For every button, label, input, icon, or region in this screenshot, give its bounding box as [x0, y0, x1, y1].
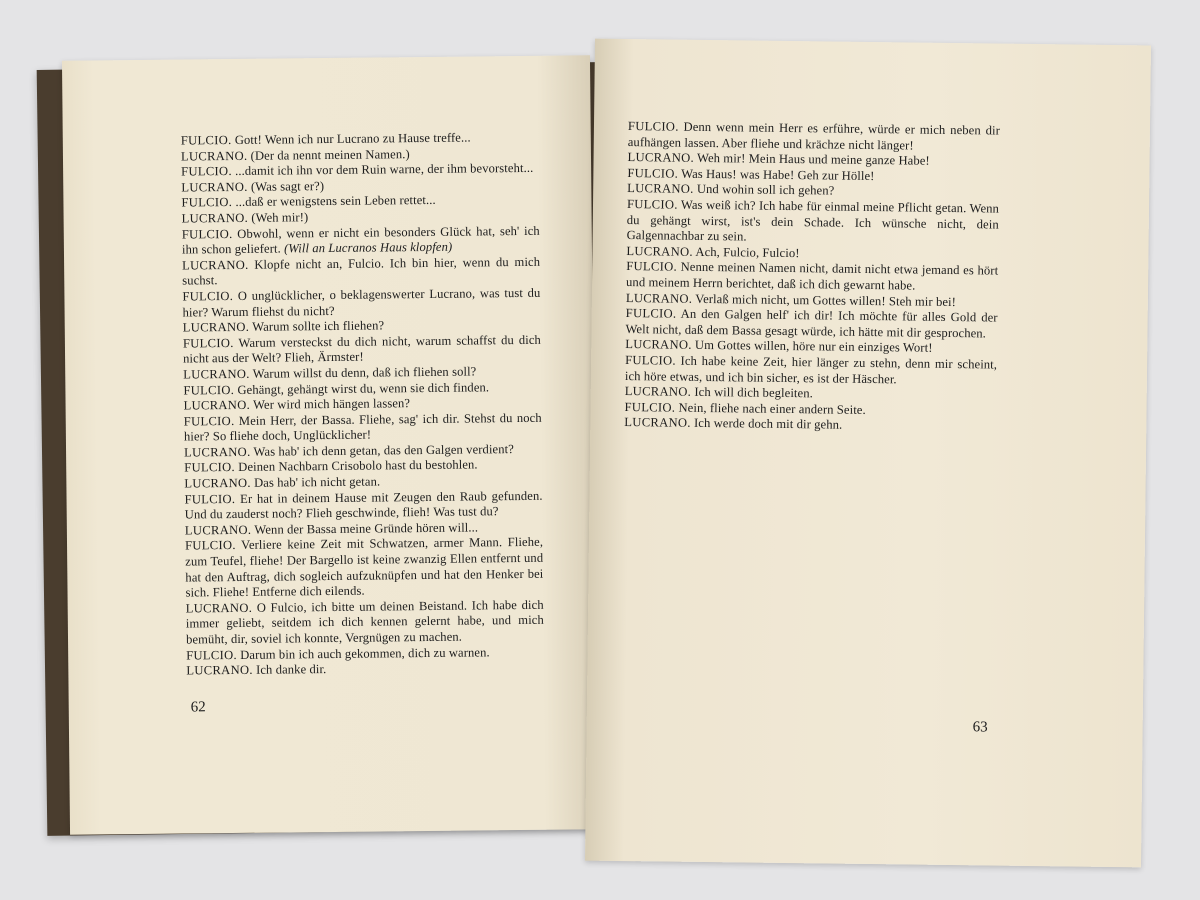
speaker-name: FULCIO. [184, 491, 236, 507]
dialogue-text: ...daß er wenigstens sein Leben rettet... [235, 193, 436, 210]
dialogue-line [626, 259, 998, 295]
dialogue-text: Ach, Fulcio, Fulcio! [695, 244, 800, 260]
dialogue-text: Warum sollte ich fliehen? [252, 318, 385, 334]
dialogue-text: Weh mir! Mein Haus und meine ganze Habe! [696, 151, 930, 168]
dialogue-text: Gehängt, gehängt wirst du, wenn sie dich finden. [237, 379, 490, 397]
speaker-name: LUCRANO. [181, 210, 249, 226]
dialogue-text: O Fulcio, ich bitte um deinen Beistand. Ich habe dich immer geliebt, seitdem ich dich kennen gelernt habe, und mich bemüht, dir, soviel ich konnte, Vergnügen zu machen. [185, 597, 544, 647]
dialogue-text: Das hab' ich nicht getan. [253, 474, 381, 490]
dialogue-line [184, 410, 542, 445]
right-page-text [624, 119, 1000, 435]
dialogue-text: Was Haus! was Habe! Geh zur Hölle! [681, 166, 875, 183]
speaker-name: FULCIO. [624, 399, 676, 415]
speaker-name: FULCIO. [181, 226, 233, 242]
dialogue-text: Deinen Nachbarn Crisobolo hast du bestohlen. [238, 457, 478, 475]
speaker-name: LUCRANO. [182, 257, 249, 273]
dialogue-line [182, 223, 540, 258]
speaker-name: LUCRANO. [184, 475, 251, 491]
dialogue-text: Darum bin ich auch gekommen, dich zu warnen. [240, 644, 490, 662]
speaker-name: FULCIO. [180, 133, 232, 148]
dialogue-text: Verlaß mich nicht, um Gottes willen! Steh mir bei! [695, 291, 957, 309]
dialogue-text: Wenn der Bassa meine Gründe hören will... [254, 520, 479, 537]
right-page-number: 63 [972, 719, 988, 736]
speaker-name: LUCRANO. [183, 366, 250, 382]
speaker-name: LUCRANO. [626, 243, 693, 259]
dialogue-line [625, 353, 997, 389]
right-page [585, 39, 1151, 868]
left-page-text [181, 130, 545, 680]
speaker-name: FULCIO. [184, 460, 236, 475]
speaker-name: FULCIO. [625, 352, 676, 368]
dialogue-text: Ich will dich begleiten. [694, 384, 813, 401]
dialogue-line [182, 255, 540, 290]
speaker-name: FULCIO. [181, 164, 232, 179]
dialogue-line [185, 535, 544, 601]
left-page-number: 62 [190, 699, 206, 716]
dialogue-line [186, 660, 544, 679]
dialogue-text: Verliere keine Zeit mit Schwatzen, armer Mann. Fliehe, zum Teufel, fliehe! Der Bargello ist keine zwanzig Ellen entfernt und hat den Auftrag, dich sogleich aufzuknüpfen und hat den Henker bei sich. Fliehe! Entferne dich eilends. [185, 535, 544, 600]
speaker-name: FULCIO. [625, 306, 677, 321]
speaker-name: LUCRANO. [186, 663, 253, 678]
dialogue-line [627, 197, 1000, 248]
dialogue-text: Warum willst du denn, daß ich fliehen soll? [252, 364, 477, 381]
speaker-name: FULCIO. [184, 538, 236, 553]
dialogue-text: Nein, fliehe nach einer andern Seite. [678, 400, 866, 417]
dialogue-text: Wer wird mich hängen lassen? [252, 396, 411, 412]
dialogue-text: Denn wenn mein Herr es erführe, würde er mich neben dir aufhängen lassen. Aber fliehe und krächze nicht länger! [627, 119, 1001, 153]
speaker-name: FULCIO. [626, 197, 678, 212]
speaker-name: LUCRANO. [185, 600, 253, 616]
dialogue-text: (Der da nennt meinen Namen.) [250, 146, 410, 163]
speaker-name: LUCRANO. [627, 181, 694, 197]
speaker-name: LUCRANO. [184, 522, 252, 538]
dialogue-text: Nenne meinen Namen nicht, damit nicht etwa jemand es hört und meinem Herrn berichtet, daß ich dich gewarnt habe. [625, 260, 999, 293]
speaker-name: FULCIO. [183, 413, 235, 429]
dialogue-text: Gott! Wenn ich nur Lucrano zu Hause treffe... [234, 130, 471, 147]
speaker-name: LUCRANO. [182, 319, 250, 335]
dialogue-text: Was hab' ich denn getan, das den Galgen verdient? [253, 441, 514, 459]
dialogue-text: (Was sagt er?) [250, 178, 325, 194]
dialogue-text: O unglücklicher, o beklagenswerter Lucrano, was tust du hier? Warum fliehst du nicht? [182, 285, 541, 320]
dialogue-text: Und wohin soll ich gehen? [696, 182, 835, 198]
speaker-name: LUCRANO. [183, 444, 251, 460]
dialogue-text: Um Gottes willen, höre nur ein einziges Wort! [694, 338, 933, 356]
speaker-name: LUCRANO. [180, 148, 248, 164]
dialogue-text: Ich danke dir. [255, 662, 327, 677]
speaker-name: FULCIO. [182, 288, 234, 304]
dialogue-text: Klopfe nicht an, Fulcio. Ich bin hier, wenn du mich suchst. [182, 254, 541, 288]
speaker-name: FULCIO. [626, 259, 678, 274]
dialogue-text: An den Galgen helf' ich dir! Ich möchte für alles Gold der Welt nicht, daß dem Bassa gesagt würde, ich hätte mit dir gesprochen. [625, 306, 998, 341]
dialogue-line [625, 306, 997, 342]
speaker-name: LUCRANO. [625, 290, 693, 306]
dialogue-text: Ich habe keine Zeit, hier länger zu stehn, denn mir scheint, ich höre etwas, und ich bin sicher, es ist der Häscher. [624, 353, 998, 386]
speaker-name: FULCIO. [182, 335, 234, 351]
speaker-name: FULCIO. [627, 119, 679, 134]
dialogue-line [182, 286, 540, 321]
speaker-name: FULCIO. [181, 195, 233, 210]
dialogue-text: (Weh mir!) [251, 210, 309, 225]
dialogue-line [624, 415, 996, 435]
stage-direction: (Will an Lucranos Haus klopfen) [283, 239, 453, 256]
speaker-name: FULCIO. [183, 382, 235, 398]
dialogue-line [186, 598, 544, 649]
speaker-name: LUCRANO. [624, 384, 692, 399]
dialogue-text: Ich werde doch mit dir gehn. [693, 416, 843, 432]
speaker-name: FULCIO. [186, 647, 237, 663]
dialogue-text: Was weiß ich? Ich habe für einmal meine Pflicht getan. Wenn du gehängt wirst, ist's dein Schade. Ich wünsche nicht, dein Galgennachbar zu sein. [626, 197, 1000, 244]
speaker-name: FULCIO. [627, 165, 679, 181]
dialogue-line [184, 488, 542, 523]
dialogue-line [183, 333, 541, 368]
speaker-name: LUCRANO. [181, 179, 248, 195]
dialogue-line [628, 119, 1000, 155]
speaker-name: LUCRANO. [624, 415, 691, 431]
dialogue-text: Obwohl, wenn er nicht ein besonders Glück hat, seh' ich ihn schon geliefert. [181, 223, 540, 257]
speaker-name: LUCRANO. [627, 150, 695, 166]
speaker-name: LUCRANO. [183, 397, 251, 413]
left-page [62, 55, 598, 834]
dialogue-text: ...damit ich ihn vor dem Ruin warne, der ihm bevorsteht... [235, 161, 534, 179]
dialogue-text: Mein Herr, der Bassa. Fliehe, sag' ich dir. Stehst du noch hier? So fliehe doch, Unglücklicher! [183, 410, 542, 444]
dialogue-text: Warum versteckst du dich nicht, warum schaffst du dich nicht aus der Welt? Flieh, Ärmster! [183, 332, 541, 366]
speaker-name: LUCRANO. [625, 337, 692, 353]
dialogue-text: Er hat in deinem Hause mit Zeugen den Raub gefunden. Und du zauderst noch? Flieh geschwinde, flieh! Was tust du? [184, 488, 543, 522]
